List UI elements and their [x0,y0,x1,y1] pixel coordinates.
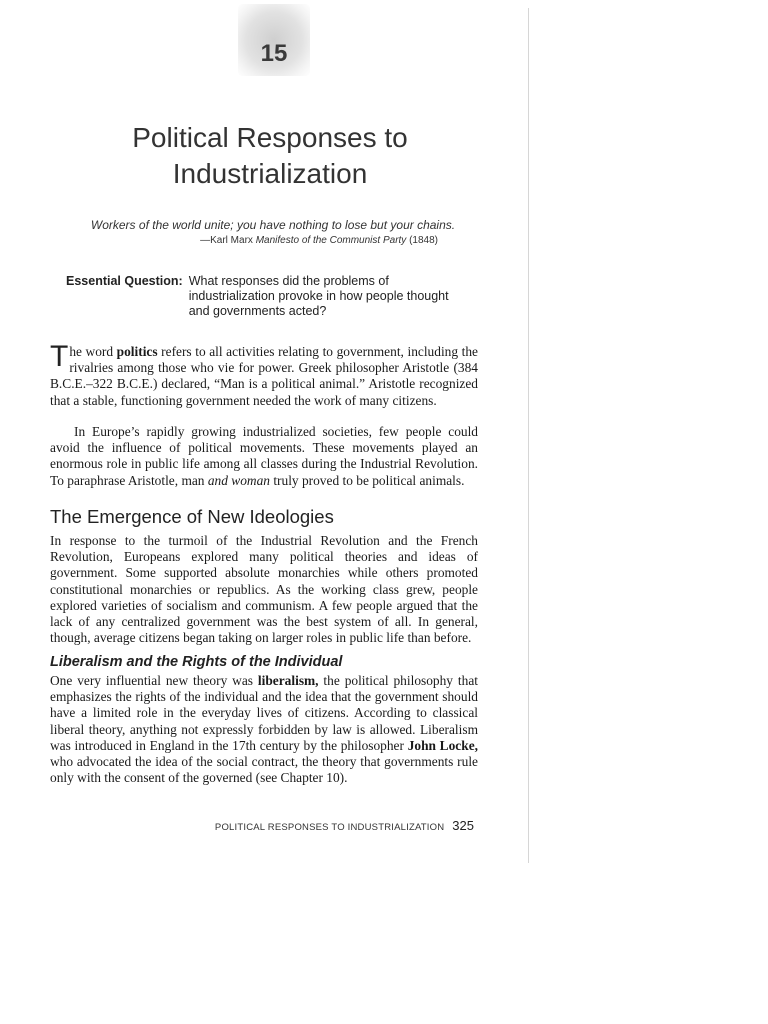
chapter-title [70,120,470,192]
essential-question-text: What responses did the problems of industrialization provoke in how people thought and governments acted? [188,274,449,318]
subsection-p-text-c: who advocated the idea of the social contract, the theory that governments rule only with the consent of the governed (see Chapter 10). [50,754,478,786]
drop-cap: T [50,340,69,373]
chapter-number-badge [238,4,310,76]
epigraph [88,218,458,246]
intro-p2-text-b: truly proved to be political animals. [269,472,465,488]
chapter-title-line-2: Industrialization [172,158,368,189]
epigraph-author: —Karl Marx [200,235,253,246]
subsection-p-text-a: One very influential new theory was [50,673,258,688]
intro-p2-text-a: In Europe’s rapidly growing industrialized societies, few people could avoid the influence of political movements. These movements played an enormous role in public life among all classes during the Industrial Revolution. To paraphrase Aristotle, man [50,424,478,488]
intro-paragraph-1 [50,340,478,409]
epigraph-quote: Workers of the world unite; you have nothing to lose but your chains. [90,218,456,232]
intro-p2-emphasis: and woman [207,472,270,488]
page-edge-line [528,8,529,863]
intro-p1-text-b: refers to all activities relating to government, including the rivalries among those who vie for power. Greek philosopher Aristotle (384 B.C.E.–322 B.C.E.) declared, “Man is a political animal.” Aristotle recognized that a stable, functioning government needed the work of many citizens. [50,344,478,408]
epigraph-attribution [88,235,458,246]
intro-p1-text-a: he word [69,344,117,359]
subsection-paragraph [50,673,478,786]
essential-question-label: Essential Question: [66,274,183,288]
name-john-locke: John Locke, [407,737,478,753]
running-footer-title: POLITICAL RESPONSES TO INDUSTRIALIZATION [214,822,445,833]
page-footer [212,818,474,833]
chapter-number: 15 [260,40,288,67]
page-number: 325 [452,818,474,833]
intro-paragraph-2 [50,424,478,489]
chapter-title-line-1: Political Responses to [132,122,408,153]
subsection-p-text-b: the political philosophy that emphasizes the rights of the individual and the idea that the government should have a limited role in the everyday lives of citizens. According to classical liberal theory, anything not expressly forbidden by law is allowed. Liberalism was introduced in England in the 17th century by the philosopher [50,673,478,753]
epigraph-year: (1848) [409,235,438,246]
term-liberalism: liberalism, [257,673,319,688]
section-heading: The Emergence of New Ideologies [50,506,334,527]
section-paragraph: In response to the turmoil of the Industrial Revolution and the French Revolution, Europeans explored many political theories and ideas of government. Some supported absolute monarchies while others promoted constitutional monarchies or republics. As the working class grew, people explored varieties of socialism and communism. A few people argued that the lack of any centralized government was the best system of all. In general, though, average citizens began taking on larger roles in public life than before. [50,533,478,646]
term-politics: politics [116,344,158,359]
essential-question [66,274,466,319]
subsection-heading: Liberalism and the Rights of the Individual [50,654,343,670]
epigraph-work: Manifesto of the Communist Party [255,235,407,246]
